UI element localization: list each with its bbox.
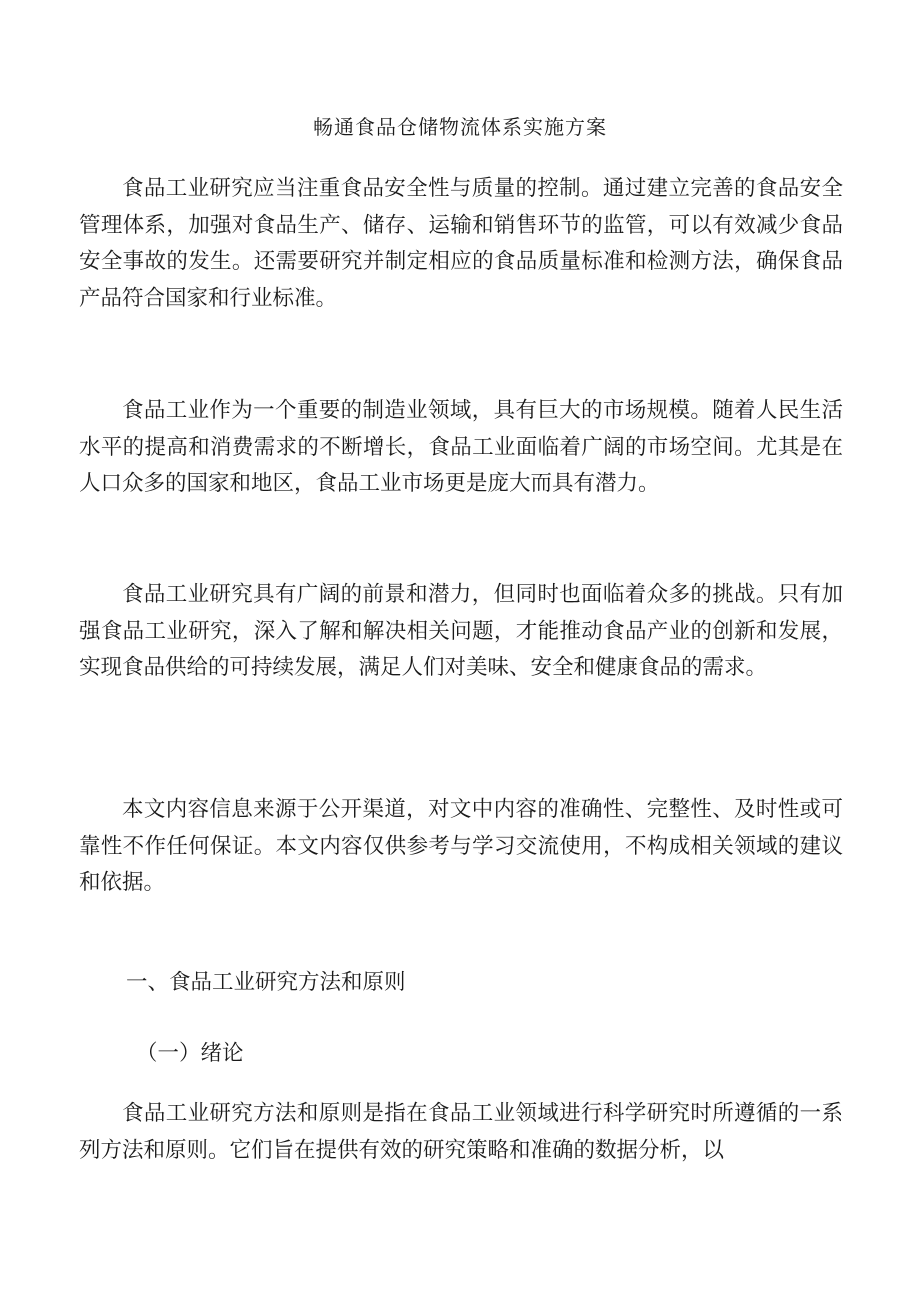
paragraph-food-safety: 食品工业研究应当注重食品安全性与质量的控制。通过建立完善的食品安全管理体系，加强对食品生产、储存、运输和销售环节的监管，可以有效减少食品安全事故的发生。还需要研究并制定相应的食品质量标准和检测方法，确保食品产品符合国家和行业标准。	[79, 176, 843, 311]
section-heading: 一、食品工业研究方法和原则	[126, 970, 406, 995]
subsection-heading: （一）绪论	[136, 1041, 244, 1066]
paragraph-market-scale: 食品工业作为一个重要的制造业领域，具有巨大的市场规模。随着人民生活水平的提高和消费需求的不断增长，食品工业面临着广阔的市场空间。尤其是在人口众多的国家和地区，食品工业市场更是庞大而具有潜力。	[79, 398, 843, 497]
document-title: 畅通食品仓储物流体系实施方案	[313, 115, 607, 139]
paragraph-methods-intro: 食品工业研究方法和原则是指在食品工业领域进行科学研究时所遵循的一系列方法和原则。它们旨在提供有效的研究策略和准确的数据分析，以	[79, 1101, 843, 1163]
paragraph-disclaimer: 本文内容信息来源于公开渠道，对文中内容的准确性、完整性、及时性或可靠性不作任何保证。本文内容仅供参考与学习交流使用，不构成相关领域的建议和依据。	[79, 797, 843, 896]
paragraph-prospects-challenges: 食品工业研究具有广阔的前景和潜力，但同时也面临着众多的挑战。只有加强食品工业研究，深入了解和解决相关问题，才能推动食品产业的创新和发展，实现食品供给的可持续发展，满足人们对美味、安全和健康食品的需求。	[79, 582, 843, 681]
